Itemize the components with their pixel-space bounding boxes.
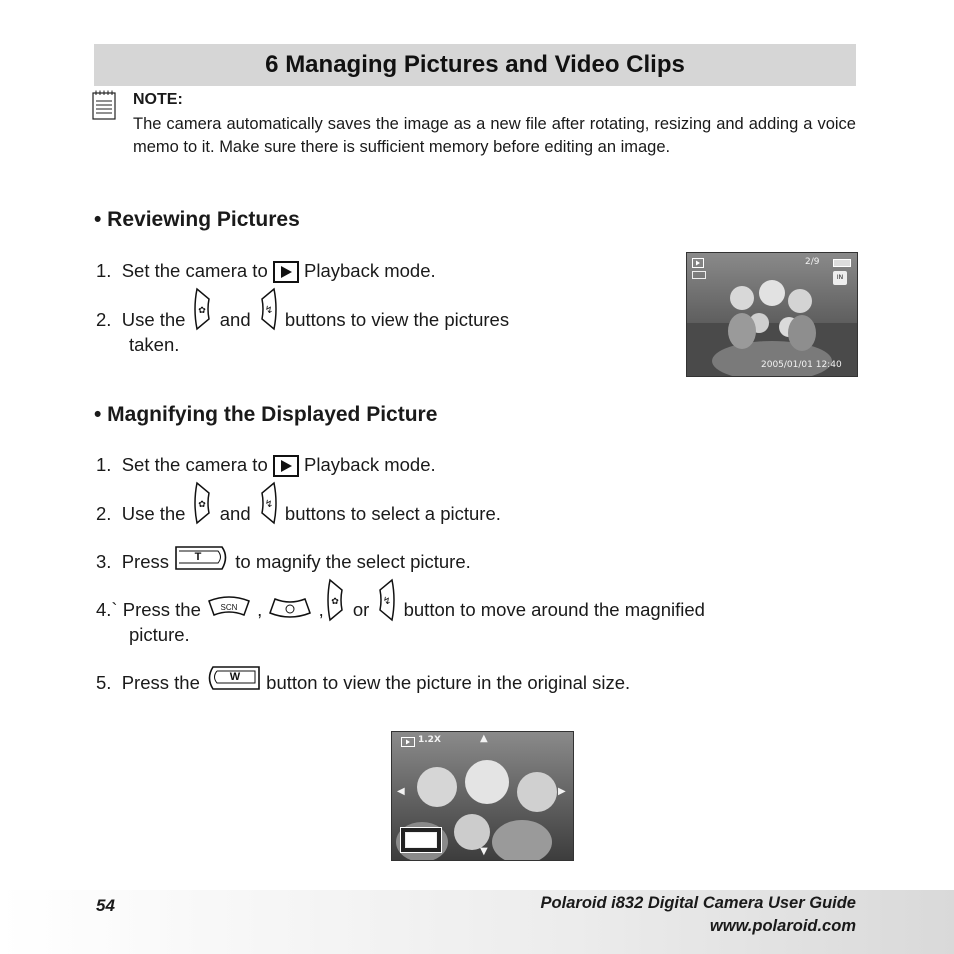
step-text: Use the xyxy=(121,503,186,524)
reviewing-step-1 xyxy=(96,259,436,283)
step-text: Set the camera to xyxy=(121,260,268,281)
step-text: Press the xyxy=(122,599,201,620)
svg-text:↯: ↯ xyxy=(383,596,392,608)
step-text: and xyxy=(219,309,251,330)
step-number: 3. xyxy=(96,551,112,572)
svg-text:✿: ✿ xyxy=(330,596,339,607)
step-number: 4.` xyxy=(96,599,118,620)
zoom-position-indicator xyxy=(405,832,437,848)
svg-text:✿: ✿ xyxy=(197,305,206,316)
magnifying-step-1 xyxy=(96,453,436,477)
playback-icon xyxy=(401,737,415,747)
left-button-icon xyxy=(191,287,215,331)
step-number: 2. xyxy=(96,309,112,330)
playback-screen-photo xyxy=(686,252,858,377)
right-button-icon xyxy=(374,578,398,622)
reviewing-step-2 xyxy=(96,305,510,332)
step-text: , xyxy=(257,599,263,620)
step-number: 1. xyxy=(96,454,112,475)
step-text: Playback mode. xyxy=(304,454,436,475)
timer-button-icon xyxy=(267,595,313,619)
note-icon xyxy=(92,90,116,120)
left-button-icon xyxy=(191,481,215,525)
magnifying-step-2 xyxy=(96,499,501,526)
note-text: The camera automatically saves the image as a new file after rotating, resizing and adding a voice memo to it. Make sure there is sufficient memory before editing an image. xyxy=(133,115,856,156)
step-text: buttons to select a picture. xyxy=(284,503,501,524)
family-photo xyxy=(687,253,857,376)
section-heading-magnifying: • Magnifying the Displayed Picture xyxy=(94,403,438,426)
step-text: Playback mode. xyxy=(304,260,436,281)
tele-button-icon xyxy=(174,543,230,573)
date-time-stamp: 2005/01/01 12:40 xyxy=(761,360,842,370)
step-text: Use the xyxy=(121,309,186,330)
page-number: 54 xyxy=(96,896,115,915)
pan-right-arrow-icon: ▶ xyxy=(558,786,566,797)
left-button-icon xyxy=(324,578,348,622)
reviewing-step-2-continued: taken. xyxy=(129,334,180,355)
step-text: Press the xyxy=(121,672,200,693)
scn-label: SCN xyxy=(220,603,238,613)
step-text: and xyxy=(219,503,251,524)
step-number: 2. xyxy=(96,503,112,524)
guide-title: Polaroid i832 Digital Camera User Guide xyxy=(540,894,856,912)
battery-icon xyxy=(833,259,851,267)
svg-text:✿: ✿ xyxy=(197,499,206,510)
step-text: Press xyxy=(121,551,170,572)
magnifying-step-4 xyxy=(96,598,705,622)
scn-button-icon xyxy=(206,595,252,619)
playback-icon xyxy=(273,261,299,283)
pan-down-arrow-icon: ▼ xyxy=(480,846,488,857)
note-label: NOTE: xyxy=(133,91,183,108)
step-text: to magnify the select picture. xyxy=(235,551,471,572)
svg-text:↯: ↯ xyxy=(264,305,273,317)
pan-up-arrow-icon: ▲ xyxy=(480,733,488,744)
step-number: 5. xyxy=(96,672,112,693)
step-text: , xyxy=(318,599,324,620)
pan-left-arrow-icon: ◀ xyxy=(397,786,405,797)
wide-label: W xyxy=(229,671,241,684)
picture-counter: 2/9 xyxy=(805,257,820,267)
magnifying-step-3 xyxy=(96,550,471,574)
right-button-icon xyxy=(256,287,280,331)
tele-label: T xyxy=(194,551,202,564)
playback-icon xyxy=(692,258,704,268)
magnifying-step-4-continued: picture. xyxy=(129,624,190,645)
step-number: 1. xyxy=(96,260,112,281)
step-text: or xyxy=(352,599,370,620)
magnified-screen-photo xyxy=(391,731,574,861)
step-text: Set the camera to xyxy=(121,454,268,475)
memory-indicator: IN xyxy=(833,271,847,285)
footer-title xyxy=(541,892,856,938)
website-url: www.polaroid.com xyxy=(709,917,856,935)
step-text: buttons to view the pictures xyxy=(284,309,510,330)
section-heading-reviewing: • Reviewing Pictures xyxy=(94,208,300,231)
page-title: 6 Managing Pictures and Video Clips xyxy=(265,51,685,78)
right-button-icon xyxy=(256,481,280,525)
step-text: button to move around the magnified xyxy=(403,599,705,620)
zoom-level: 1.2X xyxy=(418,735,441,745)
magnifying-step-5 xyxy=(96,671,630,695)
step-text: button to view the picture in the original size. xyxy=(266,672,631,693)
zoom-position-frame xyxy=(400,827,442,853)
svg-text:↯: ↯ xyxy=(264,499,273,511)
wide-button-icon xyxy=(205,663,261,693)
title-bar xyxy=(94,44,856,86)
playback-icon xyxy=(273,455,299,477)
image-size-icon xyxy=(692,271,706,279)
